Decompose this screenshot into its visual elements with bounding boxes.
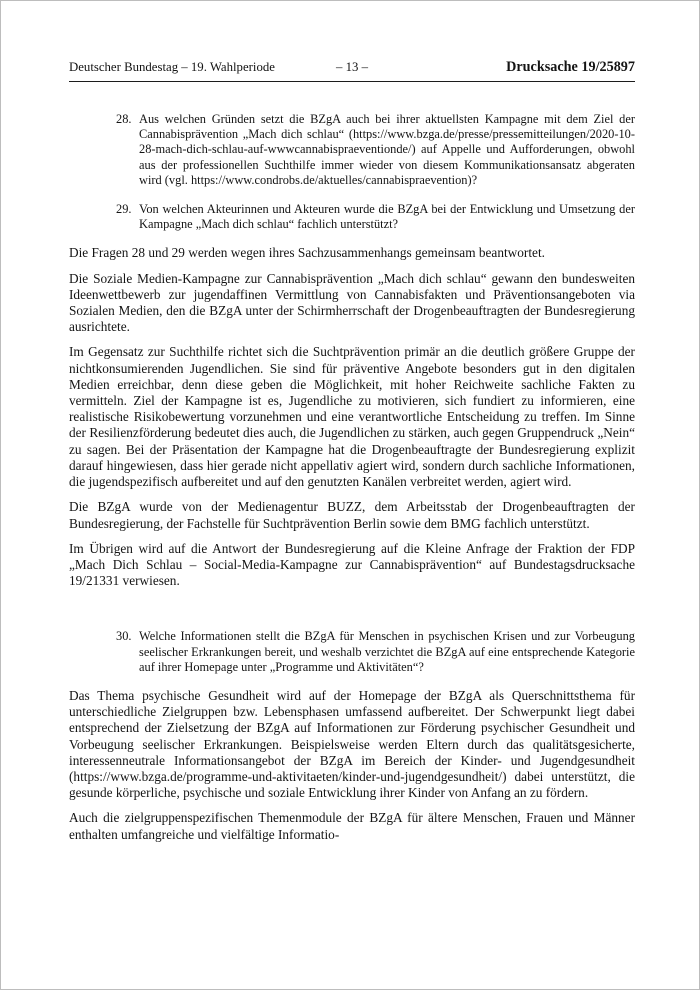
answer-paragraph: Im Gegensatz zur Suchthilfe richtet sich die Suchtprävention primär an die deutlich größere Gruppe der nichtkonsumierenden Jugendlichen. Sie sind für präventive Angebote besonders gut in den digitalen Medien erreichbar, denn diese geben die Möglichkeit, mit hoher Reichweite sachliche Fakten zu vermitteln. Ziel der Kampagne ist es, Jugendliche zu motivieren, sich fundiert zu informieren, eine realistische Risikobewertung vorzunehmen und eine verantwortliche Entscheidung zu treffen. Im Sinne der Resilienzförderung bedeutet dies auch, die Jugendlichen zu stärken, auch gegen Gruppendruck „Nein“ zu sagen. Bei der Präsentation der Kampagne hat die Drogenbeauftragte der Bundesregierung explizit darauf hingewiesen, dass hier gerade nicht appellativ agiert wird, sondern durch sachliche Informationen, die jugendspezifisch aufbereitet und auf den genutzten Kanälen verbreitet werden, agiert wird. xyxy=(69,344,635,490)
answer-paragraph: Das Thema psychische Gesundheit wird auf der Homepage der BZgA als Querschnittsthema für unterschiedliche Zielgruppen bzw. Lebensphasen umfassend aufbereitet. Der Schwerpunkt liegt dabei entsprechend der Zielsetzung der BZgA auf Informationen zur Förderung psychischer Gesundheit und Vorbeugung seelischer Erkrankungen. Beispielsweise werden Eltern durch das qualitätsgesicherte, interessenneutrale Informationsangebot der BZgA im Bereich der Kinder- und Jugendgesundheit (https://www.bzga.de/programme-und-aktivitaeten/kinder-und-jugendgesundheit/) dabei unterstützt, die gesunde körperliche, psychische und soziale Entwicklung ihrer Kinder von Anfang an zu fördern. xyxy=(69,687,635,801)
question-number: 28. xyxy=(116,112,132,127)
header-drucksache-number: Drucksache 19/25897 xyxy=(506,59,635,75)
page-content-area xyxy=(1,1,699,843)
page-header xyxy=(69,59,635,76)
header-page-number: – 13 – xyxy=(336,60,368,74)
question-text: Welche Informationen stellt die BZgA für Menschen in psychischen Krisen und zur Vorbeugung seelischer Erkrankungen bereit, und weshalb verzichtet die BZgA auf eine entsprechende Kategorie auf ihrer Homepage unter „Programme und Aktivitäten“? xyxy=(139,629,635,674)
header-rule xyxy=(69,81,635,82)
question-number: 29. xyxy=(116,202,132,217)
header-publication-title: Deutscher Bundestag – 19. Wahlperiode xyxy=(69,60,275,74)
question-30 xyxy=(116,629,635,675)
answer-paragraph: Im Übrigen wird auf die Antwort der Bundesregierung auf die Kleine Anfrage der Fraktion der FDP „Mach Dich Schlau – Social-Media-Kampagne zur Cannabisprävention“ auf Bundestagsdrucksache 19/21331 verwiesen. xyxy=(69,540,635,589)
document-body xyxy=(69,112,635,843)
question-text: Aus welchen Gründen setzt die BZgA auch bei ihrer aktuellsten Kampagne mit dem Ziel der Cannabisprävention „Mach dich schlau“ (https://www.bzga.de/presse/pressemitteilungen/2020-10-28-mach-dich-schlau-auf-wwwcannabispraeventionde/) auf Appelle und Aufforderungen, obwohl aus der professionellen Suchthilfe immer wieder von diesem Kommunikationsansatz abgeraten wird (vgl. https://www.condrobs.de/aktuelles/cannabispraevention)? xyxy=(139,112,635,187)
answer-paragraph: Die Fragen 28 und 29 werden wegen ihres Sachzusammenhangs gemeinsam beantwortet. xyxy=(69,245,545,261)
answer-paragraph: Auch die zielgruppenspezifischen Themenmodule der BZgA für ältere Menschen, Frauen und Männer enthalten umfangreiche und vielfältige Informatio- xyxy=(69,810,635,842)
question-28 xyxy=(116,112,635,188)
question-text: Von welchen Akteurinnen und Akteuren wurde die BZgA bei der Entwicklung und Umsetzung der Kampagne „Mach dich schlau“ fachlich unterstützt? xyxy=(139,202,635,232)
answer-paragraph: Die Soziale Medien-Kampagne zur Cannabisprävention „Mach dich schlau“ gewann den bundesweiten Ideenwettbewerb zur jugendaffinen Vermittlung von Cannabisfakten und Präventionsangeboten via Sozialen Medien, den die BZgA unter der Schirmherrschaft der Drogenbeauftragten der Bundesregierung ausrichtete. xyxy=(69,270,635,335)
answer-paragraph: Die BZgA wurde von der Medienagentur BUZZ, dem Arbeitsstab der Drogenbeauftragten der Bundesregierung, der Fachstelle für Suchtprävention Berlin sowie dem BMG fachlich unterstützt. xyxy=(69,499,635,531)
question-number: 30. xyxy=(116,629,132,644)
question-29 xyxy=(116,202,635,232)
